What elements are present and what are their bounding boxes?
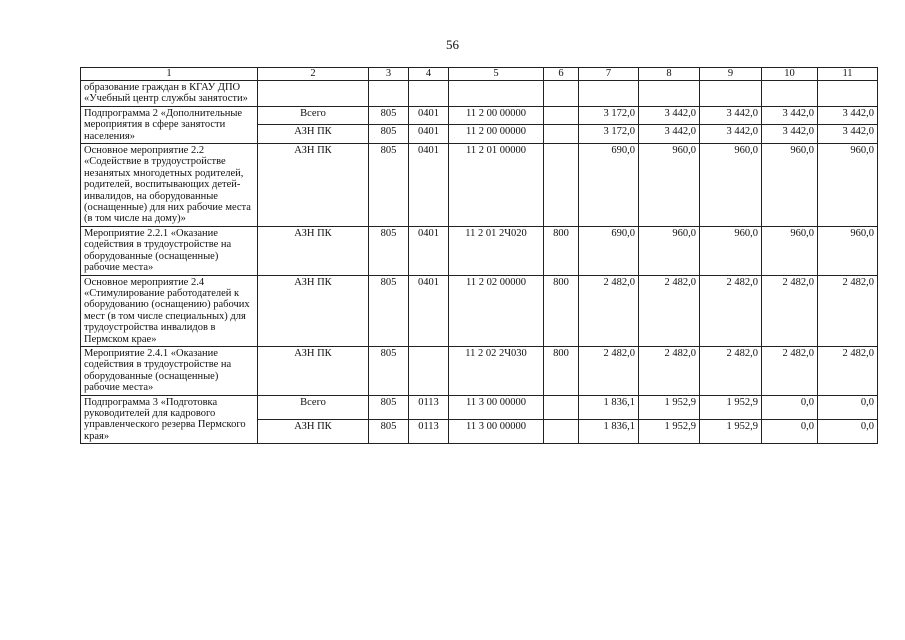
column-header-6: 6 bbox=[544, 68, 579, 81]
program-name-cell: Мероприятие 2.4.1 «Оказание содействия в трудоустройстве на оборудованные (оснащенные) рабочие места» bbox=[81, 346, 258, 395]
grbs-code-cell: 805 bbox=[369, 226, 409, 275]
section-code-cell: 0401 bbox=[409, 144, 449, 227]
executor-cell: АЗН ПК bbox=[258, 346, 369, 395]
value-col8-cell: 3 442,0 bbox=[639, 106, 700, 125]
grbs-code-cell: 805 bbox=[369, 346, 409, 395]
value-col10-cell: 960,0 bbox=[762, 226, 818, 275]
value-col7-cell: 690,0 bbox=[579, 144, 639, 227]
value-col11-cell: 0,0 bbox=[818, 419, 878, 443]
table-row bbox=[81, 226, 878, 275]
grbs-code-cell bbox=[369, 81, 409, 107]
executor-cell: АЗН ПК bbox=[258, 226, 369, 275]
section-code-cell: 0401 bbox=[409, 106, 449, 125]
value-col9-cell: 960,0 bbox=[700, 226, 762, 275]
column-header-2: 2 bbox=[258, 68, 369, 81]
value-col8-cell: 2 482,0 bbox=[639, 275, 700, 346]
target-article-cell: 11 2 00 00000 bbox=[449, 106, 544, 125]
executor-cell: АЗН ПК bbox=[258, 275, 369, 346]
column-header-10: 10 bbox=[762, 68, 818, 81]
grbs-code-cell: 805 bbox=[369, 106, 409, 125]
column-header-7: 7 bbox=[579, 68, 639, 81]
value-col11-cell: 3 442,0 bbox=[818, 125, 878, 144]
value-col9-cell bbox=[700, 81, 762, 107]
column-header-8: 8 bbox=[639, 68, 700, 81]
program-name-cell: образование граждан в КГАУ ДПО «Учебный центр службы занятости» bbox=[81, 81, 258, 107]
table-row bbox=[81, 106, 878, 125]
section-code-cell bbox=[409, 81, 449, 107]
expense-type-cell: 800 bbox=[544, 226, 579, 275]
executor-cell: АЗН ПК bbox=[258, 419, 369, 443]
section-code-cell bbox=[409, 346, 449, 395]
value-col7-cell: 1 836,1 bbox=[579, 419, 639, 443]
value-col11-cell: 3 442,0 bbox=[818, 106, 878, 125]
table-row bbox=[81, 81, 878, 107]
value-col7-cell: 3 172,0 bbox=[579, 125, 639, 144]
value-col9-cell: 960,0 bbox=[700, 144, 762, 227]
value-col10-cell: 3 442,0 bbox=[762, 106, 818, 125]
expense-type-cell bbox=[544, 419, 579, 443]
value-col8-cell: 2 482,0 bbox=[639, 346, 700, 395]
grbs-code-cell: 805 bbox=[369, 125, 409, 144]
value-col8-cell: 960,0 bbox=[639, 144, 700, 227]
program-name-cell: Основное мероприятие 2.4 «Стимулирование работодателей к оборудованию (оснащению) рабочих мест (в том числе специальных) для трудоустройства инвалидов в Пермском крае» bbox=[81, 275, 258, 346]
section-code-cell: 0113 bbox=[409, 395, 449, 419]
budget-table bbox=[80, 67, 878, 444]
value-col11-cell: 960,0 bbox=[818, 144, 878, 227]
expense-type-cell: 800 bbox=[544, 275, 579, 346]
expense-type-cell bbox=[544, 81, 579, 107]
value-col7-cell: 2 482,0 bbox=[579, 346, 639, 395]
target-article-cell: 11 2 00 00000 bbox=[449, 125, 544, 144]
target-article-cell: 11 2 02 2Ч030 bbox=[449, 346, 544, 395]
target-article-cell: 11 2 02 00000 bbox=[449, 275, 544, 346]
section-code-cell: 0113 bbox=[409, 419, 449, 443]
column-header-5: 5 bbox=[449, 68, 544, 81]
target-article-cell: 11 3 00 00000 bbox=[449, 395, 544, 419]
value-col8-cell: 1 952,9 bbox=[639, 419, 700, 443]
value-col10-cell: 0,0 bbox=[762, 419, 818, 443]
expense-type-cell bbox=[544, 125, 579, 144]
value-col9-cell: 3 442,0 bbox=[700, 125, 762, 144]
expense-type-cell bbox=[544, 395, 579, 419]
value-col8-cell bbox=[639, 81, 700, 107]
value-col10-cell: 960,0 bbox=[762, 144, 818, 227]
column-header-3: 3 bbox=[369, 68, 409, 81]
value-col9-cell: 2 482,0 bbox=[700, 275, 762, 346]
table-row bbox=[81, 144, 878, 227]
table-row bbox=[81, 275, 878, 346]
target-article-cell bbox=[449, 81, 544, 107]
value-col11-cell bbox=[818, 81, 878, 107]
grbs-code-cell: 805 bbox=[369, 419, 409, 443]
value-col11-cell: 2 482,0 bbox=[818, 275, 878, 346]
value-col7-cell: 1 836,1 bbox=[579, 395, 639, 419]
program-name-cell: Основное мероприятие 2.2 «Содействие в трудоустройстве незанятых многодетных родителей, родителей, воспитывающих детей-инвалидов, на оборудованные (оснащенные) для них рабочие места (в том числе на дому)» bbox=[81, 144, 258, 227]
target-article-cell: 11 2 01 00000 bbox=[449, 144, 544, 227]
page-number: 56 bbox=[446, 37, 459, 52]
value-col9-cell: 2 482,0 bbox=[700, 346, 762, 395]
executor-cell: Всего bbox=[258, 395, 369, 419]
section-code-cell: 0401 bbox=[409, 226, 449, 275]
value-col10-cell: 3 442,0 bbox=[762, 125, 818, 144]
value-col7-cell: 3 172,0 bbox=[579, 106, 639, 125]
table-row bbox=[81, 395, 878, 419]
column-header-4: 4 bbox=[409, 68, 449, 81]
value-col11-cell: 2 482,0 bbox=[818, 346, 878, 395]
value-col8-cell: 3 442,0 bbox=[639, 125, 700, 144]
value-col11-cell: 960,0 bbox=[818, 226, 878, 275]
column-header-1: 1 bbox=[81, 68, 258, 81]
executor-cell: АЗН ПК bbox=[258, 144, 369, 227]
grbs-code-cell: 805 bbox=[369, 144, 409, 227]
grbs-code-cell: 805 bbox=[369, 275, 409, 346]
value-col9-cell: 3 442,0 bbox=[700, 106, 762, 125]
program-name-cell: Мероприятие 2.2.1 «Оказание содействия в трудоустройстве на оборудованные (оснащенные) рабочие места» bbox=[81, 226, 258, 275]
section-code-cell: 0401 bbox=[409, 125, 449, 144]
value-col10-cell bbox=[762, 81, 818, 107]
executor-cell: Всего bbox=[258, 106, 369, 125]
value-col10-cell: 2 482,0 bbox=[762, 346, 818, 395]
table-row bbox=[81, 346, 878, 395]
target-article-cell: 11 3 00 00000 bbox=[449, 419, 544, 443]
executor-cell: АЗН ПК bbox=[258, 125, 369, 144]
column-header-11: 11 bbox=[818, 68, 878, 81]
expense-type-cell bbox=[544, 106, 579, 125]
expense-type-cell: 800 bbox=[544, 346, 579, 395]
column-number-header-row bbox=[81, 68, 878, 81]
value-col7-cell: 2 482,0 bbox=[579, 275, 639, 346]
value-col8-cell: 960,0 bbox=[639, 226, 700, 275]
column-header-9: 9 bbox=[700, 68, 762, 81]
executor-cell bbox=[258, 81, 369, 107]
program-name-cell: Подпрограмма 3 «Подготовка руководителей для кадрового управленческого резерва Пермского края» bbox=[81, 395, 258, 444]
target-article-cell: 11 2 01 2Ч020 bbox=[449, 226, 544, 275]
value-col8-cell: 1 952,9 bbox=[639, 395, 700, 419]
program-name-cell: Подпрограмма 2 «Дополнительные мероприятия в сфере занятости населения» bbox=[81, 106, 258, 143]
value-col11-cell: 0,0 bbox=[818, 395, 878, 419]
value-col10-cell: 2 482,0 bbox=[762, 275, 818, 346]
value-col9-cell: 1 952,9 bbox=[700, 419, 762, 443]
grbs-code-cell: 805 bbox=[369, 395, 409, 419]
value-col7-cell: 690,0 bbox=[579, 226, 639, 275]
expense-type-cell bbox=[544, 144, 579, 227]
value-col10-cell: 0,0 bbox=[762, 395, 818, 419]
section-code-cell: 0401 bbox=[409, 275, 449, 346]
value-col9-cell: 1 952,9 bbox=[700, 395, 762, 419]
table-body bbox=[81, 81, 878, 444]
value-col7-cell bbox=[579, 81, 639, 107]
